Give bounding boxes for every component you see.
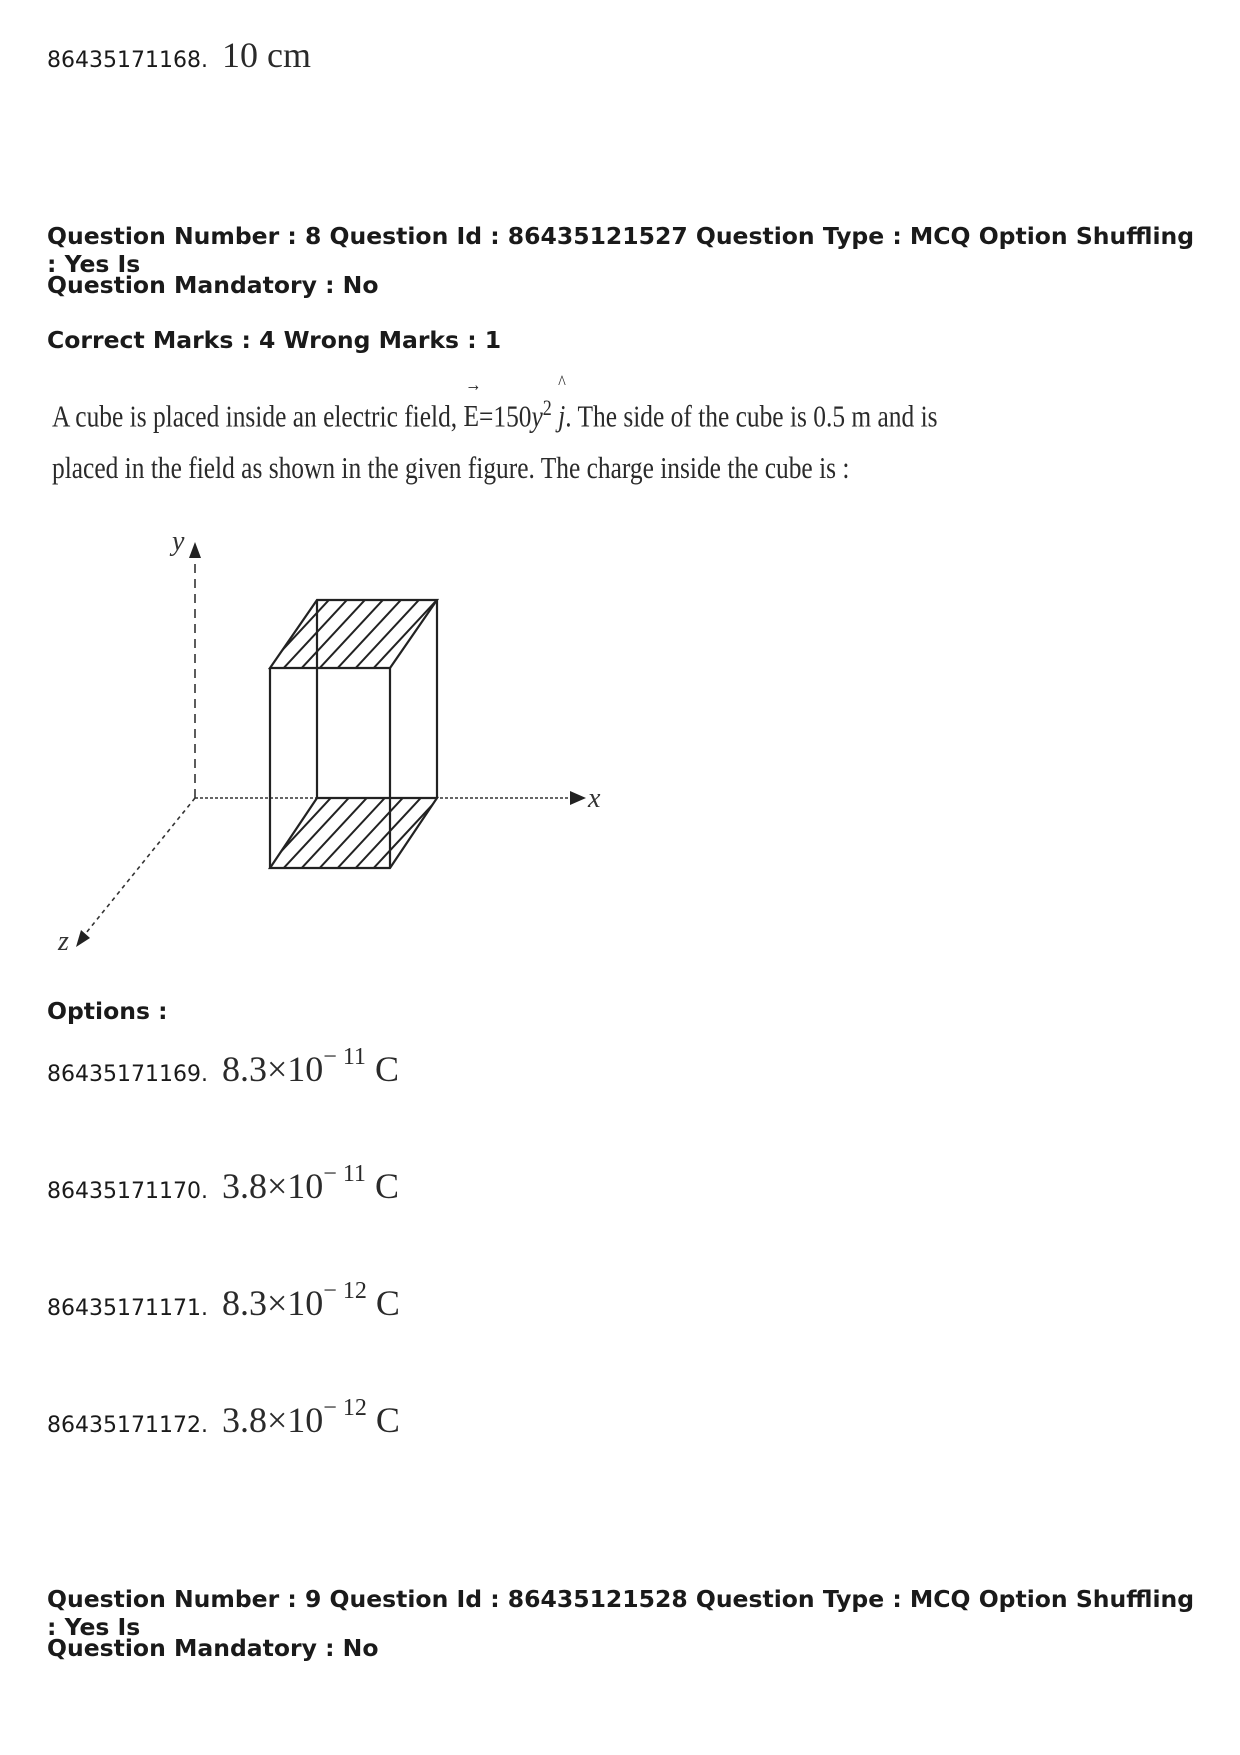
q8-text-line1-b: . The side of the cube is 0.5 m and is [565, 398, 938, 434]
option-base: 10 [287, 1166, 324, 1206]
option-exponent: − 12 [323, 1395, 367, 1421]
q9-meta-line1: Question Number : 9 Question Id : 86435121528 Question Type : MCQ Option Shuffling : Yes Is [47, 1585, 1195, 1641]
option-row[interactable] [47, 1278, 400, 1324]
option-value [221, 1161, 399, 1207]
hat-symbol: ^ [558, 372, 566, 395]
q8-meta-line2: Question Mandatory : No [47, 271, 379, 299]
option-unit: C [374, 1049, 399, 1089]
prev-option-id: 86435171168. [47, 48, 208, 73]
option-exponent: − 11 [323, 1044, 366, 1070]
option-exponent: − 12 [323, 1278, 367, 1304]
cube-top-face-hatching [200, 560, 510, 700]
option-exponent: − 11 [323, 1161, 366, 1187]
z-axis [82, 798, 195, 938]
option-base: 10 [287, 1049, 324, 1089]
field-vector-e [463, 374, 482, 434]
unit-vector-j [558, 372, 566, 434]
cube-figure [40, 520, 660, 980]
q9-meta-line2: Question Mandatory : No [47, 1634, 379, 1662]
option-id: 86435171172. [47, 1413, 208, 1438]
option-mantissa: 8.3 [221, 1049, 267, 1089]
field-eq: =150 [479, 398, 532, 434]
option-id: 86435171171. [47, 1296, 208, 1321]
x-axis-label: x [588, 783, 601, 814]
option-row[interactable] [47, 1044, 399, 1090]
x-axis-arrowhead [570, 791, 586, 805]
prev-option-value: 10 cm [221, 35, 311, 75]
option-row[interactable] [47, 1161, 399, 1207]
option-value [221, 1278, 400, 1324]
option-times: × [266, 1283, 288, 1323]
option-value [221, 1044, 399, 1090]
option-base: 10 [287, 1283, 324, 1323]
option-value [221, 1395, 400, 1441]
y-axis-arrowhead [189, 542, 201, 558]
y-axis-label: y [172, 526, 185, 557]
z-axis-arrowhead [76, 930, 90, 947]
option-mantissa: 3.8 [221, 1166, 267, 1206]
option-mantissa: 8.3 [221, 1283, 267, 1323]
option-row[interactable] [47, 1395, 400, 1441]
z-axis-label: z [58, 926, 69, 957]
option-unit: C [375, 1400, 400, 1440]
q8-text-line1 [52, 372, 938, 434]
option-base: 10 [287, 1400, 324, 1440]
prev-option-row [47, 34, 311, 76]
option-times: × [266, 1166, 288, 1206]
cube-bottom-face-hatching [200, 760, 510, 900]
option-times: × [266, 1400, 288, 1440]
option-mantissa: 3.8 [221, 1400, 267, 1440]
field-y: y [531, 398, 543, 434]
option-id: 86435171169. [47, 1062, 208, 1087]
q8-marks: Correct Marks : 4 Wrong Marks : 1 [47, 326, 502, 354]
options-label: Options : [47, 997, 168, 1025]
field-e-symbol: E [463, 398, 480, 434]
q8-text-line2: placed in the field as shown in the given figure. The charge inside the cube is : [52, 450, 850, 485]
option-times: × [266, 1049, 288, 1089]
field-exp: 2 [542, 395, 552, 420]
option-unit: C [374, 1166, 399, 1206]
field-j: j [558, 398, 566, 434]
option-unit: C [375, 1283, 400, 1323]
q8-meta-line1: Question Number : 8 Question Id : 86435121527 Question Type : MCQ Option Shuffling : Yes Is [47, 222, 1195, 278]
option-id: 86435171170. [47, 1179, 208, 1204]
q8-text-line1-a: A cube is placed inside an electric field, [52, 398, 458, 434]
vector-arrow: → [465, 374, 482, 397]
